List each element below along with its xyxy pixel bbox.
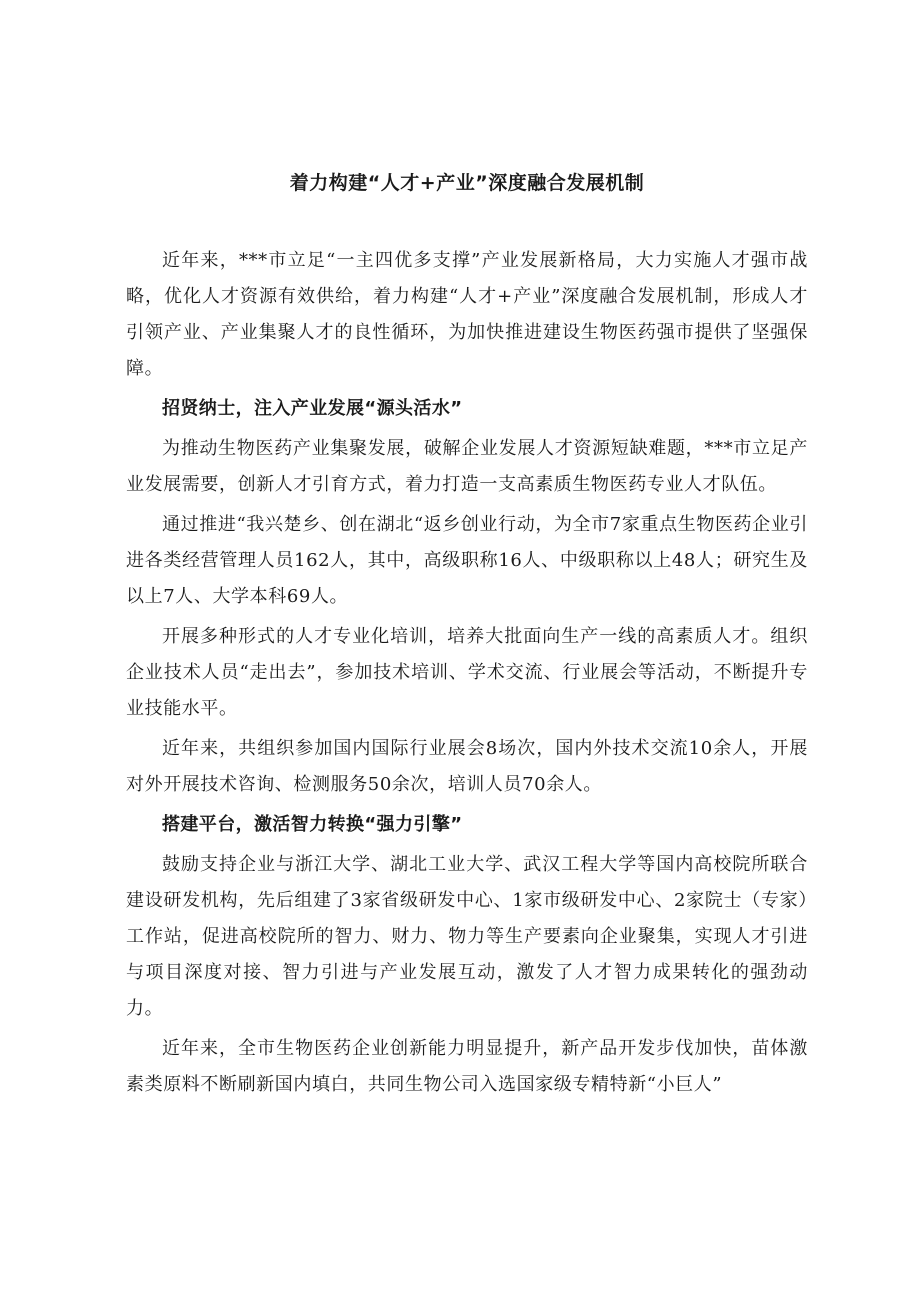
paragraph: 通过推进“我兴楚乡、创在湖北“返乡创业行动，为全市7家重点生物医药企业引进各类经营管理人员162人，其中，高级职称16人、中级职称以上48人；研究生及以上7人、大学本科69人。 [126,514,808,607]
paragraph: 开展多种形式的人才专业化培训，培养大批面向生产一线的高素质人才。组织企业技术人员“走出去”，参加技术培训、学术交流、行业展会等活动，不断提升专业技能水平。 [126,626,808,719]
paragraph: 近年来，全市生物医药企业创新能力明显提升，新产品开发步伐加快，苗体激素类原料不断刷新国内填白，共同生物公司入选国家级专精特新“小巨人” [126,1038,808,1095]
document-page [126,150,808,1107]
document-title: 着力构建“人才+产业”深度融合发展机制 [289,172,645,194]
section-heading-platform: 搭建平台，激活智力转换“强力引擎” [162,814,463,835]
paragraph: 近年来，共组织参加国内国际行业展会8场次，国内外技术交流10余人，开展对外开展技术咨询、检测服务50余次，培训人员70余人。 [126,738,808,795]
paragraph: 为推动生物医药产业集聚发展，破解企业发展人才资源短缺难题，***市立足产业发展需要，创新人才引育方式，着力打造一支高素质生物医药专业人才队伍。 [126,438,808,495]
section-heading-recruitment: 招贤纳士，注入产业发展“源头活水” [162,398,463,419]
paragraph-intro: 近年来，***市立足“一主四优多支撑”产业发展新格局，大力实施人才强市战略，优化人才资源有效供给，着力构建“人才+产业”深度融合发展机制，形成人才引领产业、产业集聚人才的良性循环，为加快推进建设生物医药强市提供了坚强保障。 [126,250,808,379]
paragraph: 鼓励支持企业与浙江大学、湖北工业大学、武汉工程大学等国内高校院所联合建设研发机构，先后组建了3家省级研发中心、1家市级研发中心、2家院士（专家）工作站，促进高校院所的智力、财力、物力等生产要素向企业聚集，实现人才引进与项目深度对接、智力引进与产业发展互动，激发了人才智力成果转化的强劲动力。 [126,854,808,1019]
